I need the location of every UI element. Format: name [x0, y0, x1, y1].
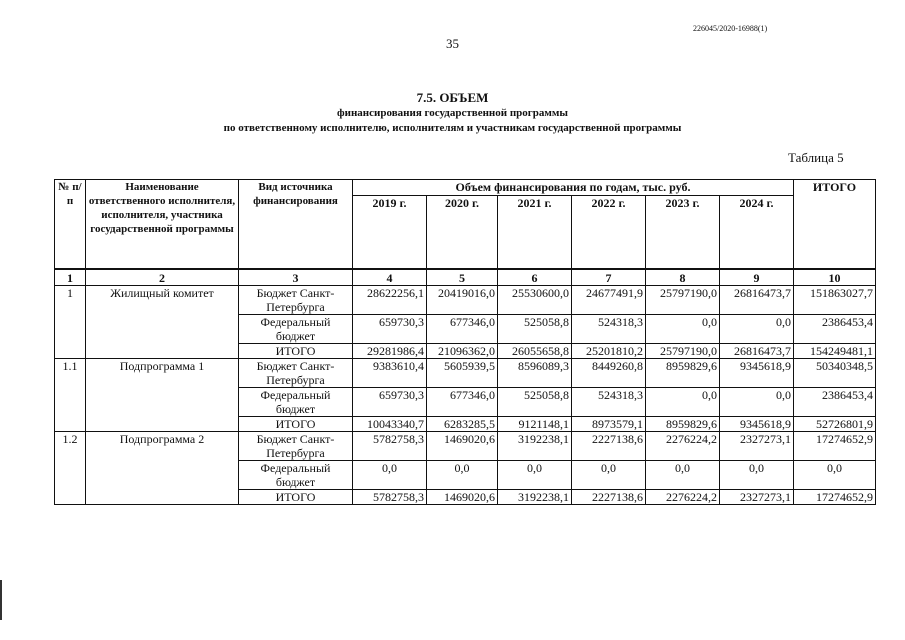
value-cell: 25797190,0 [646, 286, 720, 315]
funding-source: Бюджет Санкт-Петербурга [239, 359, 353, 388]
value-cell: 9121148,1 [498, 417, 572, 432]
value-cell: 26055658,8 [498, 344, 572, 359]
document-heading [0, 90, 905, 136]
column-number: 3 [239, 269, 353, 286]
value-cell: 29281986,4 [353, 344, 427, 359]
value-cell: 8959829,6 [646, 359, 720, 388]
funding-source: Бюджет Санкт-Петербурга [239, 286, 353, 315]
value-cell: 525058,8 [498, 388, 572, 417]
executor-name: Подпрограмма 1 [86, 359, 239, 432]
total-cell: 151863027,7 [794, 286, 876, 315]
total-cell: 52726801,9 [794, 417, 876, 432]
header-source: Вид источника финансирования [239, 180, 353, 270]
funding-source: ИТОГО [239, 490, 353, 505]
header-year: 2024 г. [720, 196, 794, 270]
total-cell: 17274652,9 [794, 490, 876, 505]
header-total: ИТОГО [794, 180, 876, 270]
value-cell: 0,0 [720, 315, 794, 344]
value-cell: 26816473,7 [720, 344, 794, 359]
executor-name: Жилищный комитет [86, 286, 239, 359]
header-volume: Объем финансирования по годам, тыс. руб. [353, 180, 794, 196]
funding-source: ИТОГО [239, 344, 353, 359]
value-cell: 9345618,9 [720, 417, 794, 432]
value-cell: 2227138,6 [572, 432, 646, 461]
header-year: 2022 г. [572, 196, 646, 270]
value-cell: 2276224,2 [646, 490, 720, 505]
value-cell: 26816473,7 [720, 286, 794, 315]
column-number: 4 [353, 269, 427, 286]
column-number-row [55, 269, 876, 286]
value-cell: 659730,3 [353, 388, 427, 417]
table-row [55, 359, 876, 388]
value-cell: 3192238,1 [498, 432, 572, 461]
column-number: 2 [86, 269, 239, 286]
column-number: 6 [498, 269, 572, 286]
value-cell: 25530600,0 [498, 286, 572, 315]
total-cell: 154249481,1 [794, 344, 876, 359]
header-year: 2023 г. [646, 196, 720, 270]
value-cell: 8596089,3 [498, 359, 572, 388]
value-cell: 1469020,6 [427, 432, 498, 461]
value-cell: 0,0 [427, 461, 498, 490]
total-cell: 0,0 [794, 461, 876, 490]
column-number: 5 [427, 269, 498, 286]
row-number: 1.2 [55, 432, 86, 505]
column-number: 10 [794, 269, 876, 286]
funding-source: Федеральный бюджет [239, 388, 353, 417]
value-cell: 0,0 [572, 461, 646, 490]
value-cell: 524318,3 [572, 315, 646, 344]
page-number: 35 [446, 36, 459, 51]
document-id: 226045/2020-16988(1) [693, 24, 768, 33]
funding-source: Федеральный бюджет [239, 461, 353, 490]
value-cell: 1469020,6 [427, 490, 498, 505]
value-cell: 21096362,0 [427, 344, 498, 359]
value-cell: 2276224,2 [646, 432, 720, 461]
header-number: № п/п [55, 180, 86, 270]
row-number: 1.1 [55, 359, 86, 432]
heading-title: 7.5. ОБЪЕМ [416, 90, 489, 105]
value-cell: 0,0 [353, 461, 427, 490]
value-cell: 0,0 [646, 388, 720, 417]
value-cell: 3192238,1 [498, 490, 572, 505]
financing-table [54, 179, 876, 505]
value-cell: 8959829,6 [646, 417, 720, 432]
value-cell: 5782758,3 [353, 432, 427, 461]
value-cell: 9383610,4 [353, 359, 427, 388]
heading-subtitle: финансирования государственной программы [337, 107, 568, 119]
value-cell: 0,0 [720, 388, 794, 417]
value-cell: 0,0 [498, 461, 572, 490]
column-number: 9 [720, 269, 794, 286]
value-cell: 25797190,0 [646, 344, 720, 359]
column-number: 8 [646, 269, 720, 286]
value-cell: 2327273,1 [720, 490, 794, 505]
table-row [55, 286, 876, 315]
header-year: 2021 г. [498, 196, 572, 270]
executor-name: Подпрограмма 2 [86, 432, 239, 505]
value-cell: 0,0 [720, 461, 794, 490]
value-cell: 0,0 [646, 315, 720, 344]
header-name: Наименование ответственного исполнителя, исполнителя, участника государственной программы [86, 180, 239, 270]
value-cell: 24677491,9 [572, 286, 646, 315]
value-cell: 5605939,5 [427, 359, 498, 388]
funding-source: Федеральный бюджет [239, 315, 353, 344]
header-year: 2020 г. [427, 196, 498, 270]
value-cell: 6283285,5 [427, 417, 498, 432]
value-cell: 677346,0 [427, 315, 498, 344]
value-cell: 2227138,6 [572, 490, 646, 505]
value-cell: 8973579,1 [572, 417, 646, 432]
total-cell: 2386453,4 [794, 388, 876, 417]
value-cell: 25201810,2 [572, 344, 646, 359]
table-label: Таблица 5 [788, 150, 844, 165]
total-cell: 17274652,9 [794, 432, 876, 461]
heading-subtitle-2: по ответственному исполнителю, исполнителям и участникам государственной программы [223, 122, 682, 134]
value-cell: 2327273,1 [720, 432, 794, 461]
total-cell: 2386453,4 [794, 315, 876, 344]
value-cell: 524318,3 [572, 388, 646, 417]
value-cell: 20419016,0 [427, 286, 498, 315]
row-number: 1 [55, 286, 86, 359]
value-cell: 10043340,7 [353, 417, 427, 432]
value-cell: 9345618,9 [720, 359, 794, 388]
header-year: 2019 г. [353, 196, 427, 270]
column-number: 1 [55, 269, 86, 286]
value-cell: 5782758,3 [353, 490, 427, 505]
total-cell: 50340348,5 [794, 359, 876, 388]
funding-source: Бюджет Санкт-Петербурга [239, 432, 353, 461]
column-number: 7 [572, 269, 646, 286]
value-cell: 677346,0 [427, 388, 498, 417]
funding-source: ИТОГО [239, 417, 353, 432]
table-row [55, 432, 876, 461]
value-cell: 659730,3 [353, 315, 427, 344]
value-cell: 0,0 [646, 461, 720, 490]
value-cell: 28622256,1 [353, 286, 427, 315]
scan-edge-mark [0, 580, 2, 620]
value-cell: 525058,8 [498, 315, 572, 344]
value-cell: 8449260,8 [572, 359, 646, 388]
